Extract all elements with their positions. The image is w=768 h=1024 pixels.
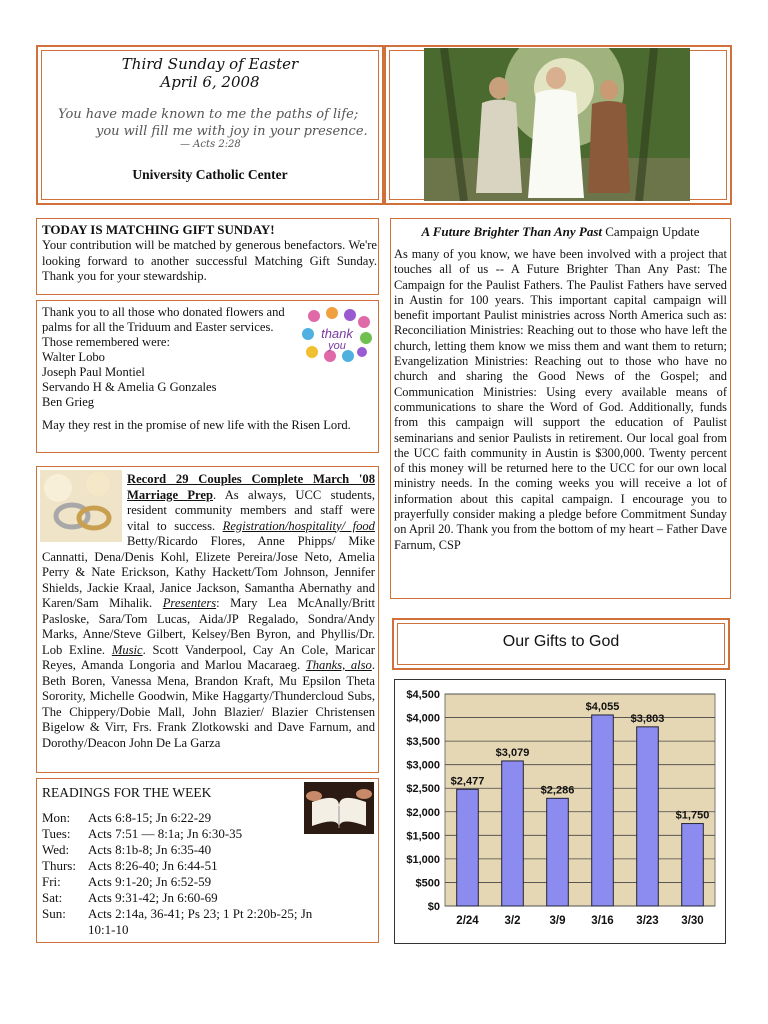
thanks-intro-line1: Thank you to all those who donated flowers and [42, 305, 285, 319]
org-name: University Catholic Center [132, 167, 288, 182]
campaign-title-italic: A Future Brighter Than Any Past [421, 224, 602, 239]
header-title-line2: April 6, 2008 [160, 73, 260, 91]
reading-row [42, 842, 342, 858]
reading-day: Sat: [42, 890, 63, 905]
y-tick-label: $4,500 [406, 689, 440, 701]
thank-you-graphic [302, 306, 372, 364]
remembered-name: Ben Grieg [42, 395, 95, 409]
thanks-also-names: . Beth Boren, Vanessa Mena, Brandon Kraft, Mu Epsilon Theta Sorority, Michelle Goodwin, Mike Haggarty/Thundercloud Subs, The Chippery/Dobie Mall, John Blazier/ Blazier Christensen Bigelow & Virr, Frs. Frank Zlotkowski and Dave Farnum, and Dorothy/Deacon John De La Garza [42, 658, 376, 750]
x-tick-label: 3/23 [636, 915, 659, 927]
x-tick-label: 3/2 [504, 915, 521, 927]
bar [637, 727, 659, 906]
reading-day: Mon: [42, 810, 71, 825]
matching-gift-heading: TODAY IS MATCHING GIFT SUNDAY! [42, 222, 275, 237]
y-tick-label: $1,500 [406, 830, 440, 843]
reading-day: Thurs: [42, 858, 76, 873]
bar-value-label: $1,750 [675, 809, 710, 822]
plot-area [445, 694, 715, 906]
bar [592, 715, 614, 906]
reading-text: Acts 8:26-40; Jn 6:44-51 [88, 858, 218, 873]
bar-value-label: $2,286 [540, 784, 575, 797]
campaign-title-rest: Campaign Update [602, 224, 700, 239]
verse-reference: — Acts 2:28 [180, 139, 241, 150]
thanks-also-label: Thanks, also [305, 658, 372, 672]
y-tick-label: $3,000 [406, 759, 440, 772]
y-tick-label: $500 [415, 877, 440, 890]
verse-line2: you will fill me with joy in your presence. [96, 124, 368, 139]
x-tick-label: 3/9 [549, 915, 566, 927]
y-tick-label: $1,000 [406, 853, 440, 866]
x-tick-label: 3/16 [591, 915, 614, 927]
campaign-body: As many of you know, we have been involved with a project that touches all of us -- A Future Brighter Than Any Past: The Campaign for the Paulist Fathers. The Paulist Fathers have served in Austin for 100 years. This important capital campaign will benefit important Paulist ministries across North America such as: Reconciliation Ministries: Reaching out to those who have left the church, letting them know we miss them and want them to return; Evangelization Ministries: Reaching out to those who have no church and sharing the Good News of the Gospel; and Communication Ministries: Using every available means of communications to share the Word of God. Additionally, funds from this campaign will support the education of Paulist seminarians and senior Paulists in retirement. Our local goal from the UCC faith community in Austin is $300,000. Twenty percent of this money will be returned here to the UCC for our own local ministry needs. In the coming weeks you will receive a lot of information about this capital campaign. I encourage you to prayerfully consider making a pledge before Commitment Sunday on April 20. Thank you from the bottom of my heart – Father Dave Farnum, CSP [394, 247, 727, 552]
readings-list [42, 810, 342, 938]
reading-row [42, 858, 342, 874]
reading-day: Fri: [42, 874, 61, 889]
marriage-prep-intro: . As always, UCC students, resident community members and staff were vital to success. [127, 487, 375, 533]
reading-row [42, 906, 342, 938]
bar-value-label: $2,477 [450, 775, 485, 788]
y-tick-label: $3,500 [406, 736, 440, 749]
matching-gift-body: Your contribution will be matched by generous benefactors. We're looking forward to another successful Matching Gift Sunday. Thank you for your stewardship. [42, 238, 377, 283]
verse-line1: You have made known to me the paths of life; [58, 107, 359, 122]
bar-value-label: $3,079 [495, 746, 530, 759]
reading-text: Acts 9:31-42; Jn 6:60-69 [88, 890, 218, 905]
bar-value-label: $4,055 [585, 700, 620, 713]
presenters-label: Presenters [162, 596, 217, 610]
bar [457, 789, 479, 906]
reading-text: Acts 6:8-15; Jn 6:22-29 [88, 810, 212, 825]
presenters-names: : Mary Lea McAnally/Britt Pasloske, Sara/Tom Lucas, Aida/JP Regalado, Sondra/Andy Marks, Anne/Steve Gilbert, Kelsey/Ben Byron, and Phyllis/Dr. Lob Exline. [42, 596, 375, 657]
x-tick-label: 2/24 [456, 915, 479, 927]
remembered-name: Servando H & Amelia G Gonzales [42, 380, 217, 394]
thanks-intro-line2: palms for all the Triduum and Easter services. [42, 320, 274, 334]
registration-names: Betty/Ricardo Flores, Anne Phipps/ Mike Cannatti, Dena/Denis Kohl, Elizete Pereira/Jose Neto, Amelia Perry & Nate Erickson, Kathy Hackett/Tom Johnson, Jennifer Shields, Jackie Kraal, Janice Jackson, Samantha Abernathy and Karen/Sam Mihalik. [42, 534, 375, 610]
rings-photo-float [42, 472, 127, 546]
remembered-name: Joseph Paul Montiel [42, 365, 145, 379]
thank-you-graphic-text: thank [321, 326, 353, 341]
reading-row [42, 826, 342, 842]
reading-row [42, 810, 342, 826]
marriage-prep-heading: Record 29 Couples Complete March '08 Marriage Prep [127, 472, 375, 502]
header-title-line1: Third Sunday of Easter [121, 55, 299, 73]
road-to-emmaus-photo [424, 48, 690, 201]
registration-label: Registration/hospitality/ food [222, 518, 375, 533]
bar [502, 761, 524, 906]
y-tick-label: $4,000 [406, 712, 440, 725]
reading-row [42, 890, 342, 906]
x-tick-label: 3/30 [681, 915, 704, 927]
remembered-name: Walter Lobo [42, 350, 105, 364]
music-label: Music [111, 642, 143, 657]
reading-text: Acts 2:14a, 36-41; Ps 23; 1 Pt 2:20b-25; Jn 10:1-10 [88, 906, 313, 937]
music-names: . Scott Vanderpool, Cay An Cole, Maricar Reyes, Amanda Longoria and Marlou Macaraeg. [42, 642, 375, 672]
marriage-prep-text [42, 472, 375, 751]
reading-day: Tues: [42, 826, 71, 841]
reading-day: Sun: [42, 906, 66, 921]
bar [682, 824, 704, 906]
y-tick-label: $2,500 [406, 783, 440, 796]
reading-day: Wed: [42, 842, 70, 857]
y-tick-label: $2,000 [406, 806, 440, 819]
reading-text: Acts 9:1-20; Jn 6:52-59 [88, 874, 212, 889]
thanks-closing: May they rest in the promise of new life with the Risen Lord. [42, 418, 351, 432]
gifts-title: Our Gifts to God [502, 633, 620, 650]
reading-row [42, 874, 342, 890]
bar-value-label: $3,803 [630, 712, 665, 725]
campaign-title [392, 224, 729, 240]
reading-text: Acts 7:51 — 8:1a; Jn 6:30-35 [88, 826, 243, 841]
gifts-bar-chart [395, 680, 725, 943]
thanks-intro-line3: Those remembered were: [42, 335, 170, 349]
y-tick-label: $0 [427, 901, 440, 913]
bar [547, 798, 569, 906]
svg-text:you: you [328, 340, 346, 352]
readings-heading: READINGS FOR THE WEEK [42, 785, 212, 800]
reading-text: Acts 8:1b-8; Jn 6:35-40 [88, 842, 212, 857]
